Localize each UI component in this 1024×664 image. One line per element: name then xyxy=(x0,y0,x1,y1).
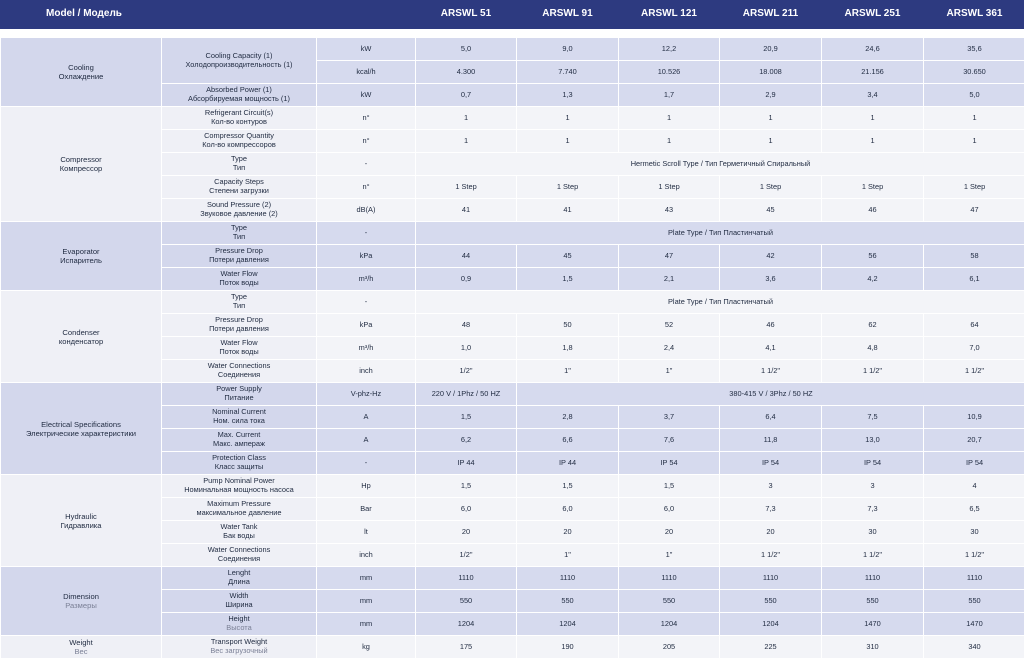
param-label-ru: Кол-во контуров xyxy=(211,117,267,126)
value-cell: 1,5 xyxy=(416,475,517,498)
category-weight xyxy=(1,636,162,659)
param-cell xyxy=(162,544,317,567)
model-header: ARSWL 51 xyxy=(416,1,517,29)
param-label-en: Type xyxy=(230,223,248,233)
param-label-ru: Вес загрузочный xyxy=(210,646,268,655)
unit-cell: mm xyxy=(317,567,416,590)
param-cell xyxy=(162,176,317,199)
model-header: ARSWL 211 xyxy=(720,1,822,29)
value-cell: 62 xyxy=(822,314,924,337)
value-cell: 1" xyxy=(517,360,619,383)
unit-cell: - xyxy=(317,153,416,176)
param-label-en: Nominal Current xyxy=(212,407,266,417)
param-label-ru: Тип xyxy=(232,301,246,310)
param-label-ru: Высота xyxy=(226,623,252,632)
unit-cell: m³/h xyxy=(317,268,416,291)
unit-cell: n° xyxy=(317,107,416,130)
value-cell: 1 Step xyxy=(720,176,822,199)
param-label-en: Maximum Pressure xyxy=(207,499,271,509)
value-cell: 7,0 xyxy=(924,337,1024,360)
value-cell: 6,1 xyxy=(924,268,1024,291)
param-label-en: Pressure Drop xyxy=(215,315,263,325)
category-label-en: Electrical Specifications xyxy=(41,419,121,429)
param-label-ru: Холодопроизводительность (1) xyxy=(185,59,293,69)
param-cell xyxy=(162,360,317,383)
model-header: ARSWL 251 xyxy=(822,1,924,29)
unit-cell: n° xyxy=(317,130,416,153)
spec-row xyxy=(1,107,1024,130)
category-label-en: Dimension xyxy=(63,592,99,601)
value-cell: 1110 xyxy=(619,567,720,590)
param-cell xyxy=(162,452,317,475)
value-cell: 7,6 xyxy=(619,429,720,452)
value-cell: 1470 xyxy=(924,613,1024,636)
value-cell: 1 xyxy=(619,130,720,153)
value-cell: 10,9 xyxy=(924,406,1024,429)
value-cell: 1" xyxy=(619,360,720,383)
param-label-ru: Потери давления xyxy=(209,255,269,264)
value-cell: 225 xyxy=(720,636,822,659)
param-label-en: Compressor Quantity xyxy=(204,131,274,141)
param-cell xyxy=(162,222,317,245)
spec-row xyxy=(1,38,1024,61)
value-cell: 1 xyxy=(720,107,822,130)
value-cell: 1 xyxy=(822,107,924,130)
param-label-en: Pressure Drop xyxy=(215,246,263,256)
unit-cell: inch xyxy=(317,544,416,567)
param-cell xyxy=(162,130,317,153)
value-cell: 58 xyxy=(924,245,1024,268)
value-cell: 3,4 xyxy=(822,84,924,107)
value-cell: 1 1/2" xyxy=(924,360,1024,383)
value-cell: 47 xyxy=(619,245,720,268)
value-cell: 1,5 xyxy=(416,406,517,429)
header-row xyxy=(1,1,1024,29)
category-label-en: Weight xyxy=(69,638,93,647)
param-label-en: Water Connections xyxy=(207,361,271,371)
unit-cell: kW xyxy=(317,38,416,61)
unit-cell: Hp xyxy=(317,475,416,498)
param-label-ru: Поток воды xyxy=(219,347,259,356)
unit-cell: mm xyxy=(317,613,416,636)
merged-value-cell: Plate Type / Тип Пластинчатый xyxy=(416,222,1024,245)
param-cell xyxy=(162,406,317,429)
value-cell: 48 xyxy=(416,314,517,337)
unit-cell: dB(A) xyxy=(317,199,416,222)
value-cell: 205 xyxy=(619,636,720,659)
value-cell: 43 xyxy=(619,199,720,222)
value-cell: 1 xyxy=(720,130,822,153)
param-label-ru: максимальное давление xyxy=(196,508,282,517)
unit-cell: kcal/h xyxy=(317,61,416,84)
category-dimension xyxy=(1,567,162,636)
value-cell: 3,7 xyxy=(619,406,720,429)
param-label-ru: Макс. ампераж xyxy=(213,439,265,448)
value-cell: 310 xyxy=(822,636,924,659)
value-cell: 41 xyxy=(517,199,619,222)
value-cell: 1 1/2" xyxy=(924,544,1024,567)
value-cell: 4,2 xyxy=(822,268,924,291)
value-cell: 1 xyxy=(517,107,619,130)
value-cell: 175 xyxy=(416,636,517,659)
category-label-en: Hydraulic xyxy=(65,511,97,521)
value-cell: 9,0 xyxy=(517,38,619,61)
value-cell: 30 xyxy=(822,521,924,544)
value-cell: 45 xyxy=(720,199,822,222)
category-label-ru: Электрические характеристики xyxy=(25,428,137,438)
value-cell: 1,5 xyxy=(517,475,619,498)
param-label-ru: Длина xyxy=(228,577,250,586)
value-cell: 1204 xyxy=(619,613,720,636)
param-cell xyxy=(162,337,317,360)
value-cell: 20 xyxy=(720,521,822,544)
category-label-ru: конденсатор xyxy=(58,336,104,346)
param-label-ru: Степени загрузки xyxy=(209,186,269,195)
value-cell: 1 xyxy=(619,107,720,130)
value-cell: 1,8 xyxy=(517,337,619,360)
value-cell: 1 Step xyxy=(619,176,720,199)
param-label-en: Lenght xyxy=(227,568,251,578)
value-cell: 1 1/2" xyxy=(822,544,924,567)
value-cell: 1110 xyxy=(924,567,1024,590)
unit-cell: Bar xyxy=(317,498,416,521)
value-cell: 2,4 xyxy=(619,337,720,360)
param-cell xyxy=(162,498,317,521)
value-cell: 1 xyxy=(924,107,1024,130)
value-cell: 1110 xyxy=(822,567,924,590)
value-cell: 4,1 xyxy=(720,337,822,360)
param-label-en: Water Flow xyxy=(220,338,258,348)
param-cell xyxy=(162,613,317,636)
value-cell: 340 xyxy=(924,636,1024,659)
value-cell: 6,2 xyxy=(416,429,517,452)
param-cell xyxy=(162,84,317,107)
param-label-ru: Звуковое давление (2) xyxy=(200,209,278,218)
value-cell: 3,6 xyxy=(720,268,822,291)
param-label-ru: Поток воды xyxy=(219,278,259,287)
value-cell: 1 Step xyxy=(517,176,619,199)
param-label-en: Height xyxy=(228,614,250,624)
value-cell: 1 Step xyxy=(924,176,1024,199)
value-cell: 24,6 xyxy=(822,38,924,61)
param-cell xyxy=(162,107,317,130)
spec-row xyxy=(1,222,1024,245)
merged-value-cell: 380-415 V / 3Phz / 50 HZ xyxy=(517,383,1024,406)
model-header: ARSWL 121 xyxy=(619,1,720,29)
value-cell: 1204 xyxy=(720,613,822,636)
param-cell xyxy=(162,521,317,544)
category-label-en: Compressor xyxy=(60,155,102,164)
value-cell: 1 1/2" xyxy=(720,544,822,567)
value-cell: 1,5 xyxy=(517,268,619,291)
model-header: ARSWL 361 xyxy=(924,1,1024,29)
category-label-ru: Гидравлика xyxy=(60,520,102,530)
param-cell xyxy=(162,245,317,268)
value-cell: 6,4 xyxy=(720,406,822,429)
value-cell: 1 xyxy=(924,130,1024,153)
value-cell: 550 xyxy=(416,590,517,613)
unit-cell: kW xyxy=(317,84,416,107)
merged-value-cell: Plate Type / Тип Пластинчатый xyxy=(416,291,1024,314)
value-cell: 64 xyxy=(924,314,1024,337)
value-cell: 2,9 xyxy=(720,84,822,107)
value-cell: 1" xyxy=(517,544,619,567)
value-cell: 5,0 xyxy=(416,38,517,61)
category-label-ru: Испаритель xyxy=(60,256,102,265)
param-cell xyxy=(162,38,317,84)
param-label-en: Sound Pressure (2) xyxy=(206,200,272,210)
category-compressor xyxy=(1,107,162,222)
value-cell: 4 xyxy=(924,475,1024,498)
value-cell: 11,8 xyxy=(720,429,822,452)
value-cell: 2,8 xyxy=(517,406,619,429)
param-label-en: Water Tank xyxy=(220,522,258,532)
param-cell xyxy=(162,268,317,291)
value-cell: 1 1/2" xyxy=(720,360,822,383)
param-label-en: Width xyxy=(229,591,249,601)
param-cell xyxy=(162,383,317,406)
param-label-en: Power Supply xyxy=(216,384,262,394)
param-label-en: Protection Class xyxy=(212,453,266,463)
value-cell: 44 xyxy=(416,245,517,268)
value-cell: 550 xyxy=(720,590,822,613)
value-cell: 20,7 xyxy=(924,429,1024,452)
spec-row xyxy=(1,636,1024,659)
param-label-en: Cooling Capacity (1) xyxy=(205,50,273,60)
merged-value-cell: Hermetic Scroll Type / Тип Герметичный Спиральный xyxy=(416,153,1024,176)
param-label-en: Max. Current xyxy=(217,430,261,440)
value-cell: 1 Step xyxy=(822,176,924,199)
value-cell: 1110 xyxy=(416,567,517,590)
unit-cell: inch xyxy=(317,360,416,383)
param-label-en: Type xyxy=(230,292,248,302)
spec-row xyxy=(1,475,1024,498)
value-cell: 220 V / 1Phz / 50 HZ xyxy=(416,383,517,406)
value-cell: 30.650 xyxy=(924,61,1024,84)
value-cell: 20 xyxy=(619,521,720,544)
spec-row xyxy=(1,567,1024,590)
value-cell: 7,3 xyxy=(720,498,822,521)
unit-cell: - xyxy=(317,291,416,314)
param-label-ru: Абсорбируемая мощность (1) xyxy=(188,94,290,103)
value-cell: IP 54 xyxy=(720,452,822,475)
value-cell: 550 xyxy=(924,590,1024,613)
value-cell: IP 44 xyxy=(416,452,517,475)
param-label-en: Pump Nominal Power xyxy=(203,476,275,486)
value-cell: 18.008 xyxy=(720,61,822,84)
param-cell xyxy=(162,153,317,176)
spec-row xyxy=(1,291,1024,314)
value-cell: 1,5 xyxy=(619,475,720,498)
value-cell: 1 xyxy=(416,130,517,153)
value-cell: 2,1 xyxy=(619,268,720,291)
category-label-ru: Размеры xyxy=(65,601,97,610)
value-cell: 46 xyxy=(822,199,924,222)
category-label-ru: Охлаждение xyxy=(58,72,104,81)
model-header: ARSWL 91 xyxy=(517,1,619,29)
category-label-en: Cooling xyxy=(68,63,94,72)
value-cell: 6,5 xyxy=(924,498,1024,521)
value-cell: 1/2" xyxy=(416,544,517,567)
param-label-ru: Соединения xyxy=(217,370,261,379)
value-cell: 21.156 xyxy=(822,61,924,84)
value-cell: 6,6 xyxy=(517,429,619,452)
value-cell: 1,0 xyxy=(416,337,517,360)
category-condenser xyxy=(1,291,162,383)
param-label-ru: Тип xyxy=(232,163,246,172)
param-cell xyxy=(162,291,317,314)
value-cell: IP 54 xyxy=(619,452,720,475)
value-cell: 1,3 xyxy=(517,84,619,107)
value-cell: 550 xyxy=(619,590,720,613)
param-label-en: Water Connections xyxy=(207,545,271,555)
value-cell: 1" xyxy=(619,544,720,567)
header-spacer xyxy=(1,29,1024,38)
value-cell: 4,8 xyxy=(822,337,924,360)
spec-row xyxy=(1,383,1024,406)
unit-cell: A xyxy=(317,406,416,429)
category-label-ru: Компрессор xyxy=(59,164,103,173)
param-label-ru: Питание xyxy=(224,393,254,402)
param-label-ru: Тип xyxy=(232,232,246,241)
category-cooling xyxy=(1,38,162,107)
value-cell: IP 54 xyxy=(924,452,1024,475)
param-label-en: Absorbed Power (1) xyxy=(206,85,272,95)
value-cell: 5,0 xyxy=(924,84,1024,107)
value-cell: 1/2" xyxy=(416,360,517,383)
model-header-label: Model / Модель xyxy=(1,1,416,29)
param-label-en: Capacity Steps xyxy=(214,177,264,187)
value-cell: 1 Step xyxy=(416,176,517,199)
value-cell: 1 xyxy=(416,107,517,130)
value-cell: 47 xyxy=(924,199,1024,222)
unit-cell: kg xyxy=(317,636,416,659)
param-cell xyxy=(162,475,317,498)
value-cell: 1,7 xyxy=(619,84,720,107)
value-cell: 0,7 xyxy=(416,84,517,107)
param-label-en: Type xyxy=(230,154,248,164)
unit-cell: m³/h xyxy=(317,337,416,360)
category-label-ru: Вес xyxy=(74,647,88,656)
value-cell: 42 xyxy=(720,245,822,268)
unit-cell: lt xyxy=(317,521,416,544)
value-cell: 7,3 xyxy=(822,498,924,521)
param-cell xyxy=(162,567,317,590)
category-electrical xyxy=(1,383,162,475)
category-hydraulic xyxy=(1,475,162,567)
value-cell: 1204 xyxy=(517,613,619,636)
value-cell: 550 xyxy=(517,590,619,613)
param-cell xyxy=(162,314,317,337)
category-label-en: Evaporator xyxy=(62,247,100,256)
value-cell: 46 xyxy=(720,314,822,337)
unit-cell: n° xyxy=(317,176,416,199)
value-cell: 10.526 xyxy=(619,61,720,84)
value-cell: 20 xyxy=(517,521,619,544)
param-label-ru: Потери давления xyxy=(209,324,269,333)
unit-cell: mm xyxy=(317,590,416,613)
value-cell: 190 xyxy=(517,636,619,659)
value-cell: 3 xyxy=(720,475,822,498)
value-cell: 52 xyxy=(619,314,720,337)
unit-cell: - xyxy=(317,222,416,245)
param-label-en: Water Flow xyxy=(220,269,258,279)
value-cell: 7,5 xyxy=(822,406,924,429)
value-cell: 20,9 xyxy=(720,38,822,61)
param-cell xyxy=(162,636,317,659)
param-cell xyxy=(162,429,317,452)
param-label-ru: Ширина xyxy=(225,600,253,609)
value-cell: 1 xyxy=(822,130,924,153)
value-cell: 0,9 xyxy=(416,268,517,291)
unit-cell: - xyxy=(317,452,416,475)
value-cell: 35,6 xyxy=(924,38,1024,61)
value-cell: 30 xyxy=(924,521,1024,544)
value-cell: 1 xyxy=(517,130,619,153)
param-cell xyxy=(162,590,317,613)
value-cell: 1110 xyxy=(720,567,822,590)
value-cell: 13,0 xyxy=(822,429,924,452)
unit-cell: kPa xyxy=(317,314,416,337)
category-evaporator xyxy=(1,222,162,291)
param-label-en: Transport Weight xyxy=(210,637,268,647)
value-cell: 1470 xyxy=(822,613,924,636)
value-cell: 1110 xyxy=(517,567,619,590)
value-cell: 3 xyxy=(822,475,924,498)
unit-cell: kPa xyxy=(317,245,416,268)
param-label-en: Refrigerant Circuit(s) xyxy=(204,108,274,118)
param-label-ru: Номинальная мощность насоса xyxy=(184,485,294,494)
param-label-ru: Бак воды xyxy=(223,531,255,540)
param-label-ru: Класс защиты xyxy=(214,462,264,471)
value-cell: 1204 xyxy=(416,613,517,636)
unit-cell: A xyxy=(317,429,416,452)
value-cell: 45 xyxy=(517,245,619,268)
value-cell: IP 54 xyxy=(822,452,924,475)
param-cell xyxy=(162,199,317,222)
param-label-ru: Ном. сила тока xyxy=(213,416,265,425)
value-cell: 7.740 xyxy=(517,61,619,84)
value-cell: 6,0 xyxy=(619,498,720,521)
param-label-ru: Соединения xyxy=(217,554,261,563)
category-label-en: Condenser xyxy=(62,327,100,337)
value-cell: 50 xyxy=(517,314,619,337)
value-cell: 20 xyxy=(416,521,517,544)
param-label-ru: Кол-во компрессоров xyxy=(202,140,276,149)
value-cell: IP 44 xyxy=(517,452,619,475)
value-cell: 1 1/2" xyxy=(822,360,924,383)
value-cell: 550 xyxy=(822,590,924,613)
value-cell: 41 xyxy=(416,199,517,222)
value-cell: 6,0 xyxy=(416,498,517,521)
value-cell: 56 xyxy=(822,245,924,268)
value-cell: 4.300 xyxy=(416,61,517,84)
value-cell: 6,0 xyxy=(517,498,619,521)
value-cell: 12,2 xyxy=(619,38,720,61)
unit-cell: V-phz-Hz xyxy=(317,383,416,406)
